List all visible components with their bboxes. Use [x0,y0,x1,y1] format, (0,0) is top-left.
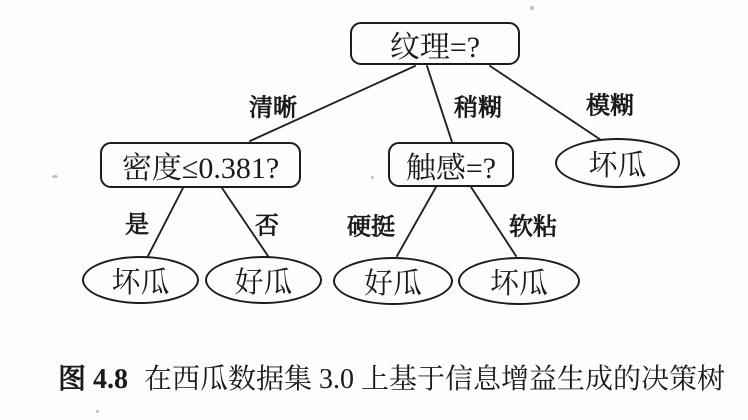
leaf-bad-melon-yes-label: 坏瓜 [111,266,170,299]
edge-line-root-bad [490,66,601,140]
leaf-good-melon-hard-label: 好瓜 [363,267,422,300]
leaf-bad-melon-soft [458,257,580,305]
figure-number: 图 4.8 [58,364,129,395]
scan-speck [96,410,99,413]
node-touch [388,142,514,187]
leaf-bad-melon-soft-label: 坏瓜 [489,267,548,300]
edge-line-density-bad [148,188,183,256]
leaf-good-melon-no-label: 好瓜 [234,266,293,299]
node-root-texture [350,22,520,65]
edge-line-root-touch [427,66,452,142]
edge-label-soft-sticky: 软粘 [509,214,557,241]
node-density [100,142,301,188]
edge-label-blurry: 模糊 [586,93,634,120]
edge-label-yes: 是 [125,212,149,239]
scan-speck [530,6,534,10]
node-density-label: 密度≤0.381? [121,152,280,185]
leaf-good-melon-hard [333,257,453,305]
scan-speck [371,176,374,179]
edge-label-hard: 硬挺 [347,214,395,241]
edge-label-no: 否 [255,213,279,240]
figure-caption [58,357,725,397]
node-root-texture-label: 纹理=? [389,30,481,64]
edge-line-touch-good [397,187,436,256]
edge-label-clear: 清晰 [249,95,297,122]
leaf-bad-melon-blurry [555,138,680,188]
scan-speck [52,175,58,178]
figure-caption-text: 在西瓜数据集 3.0 上基于信息增益生成的决策树 [144,364,726,395]
leaf-good-melon-no [205,256,322,304]
node-touch-label: 触感=? [405,151,497,185]
edge-label-slightly-blurry: 稍糊 [454,95,502,122]
leaf-bad-melon-yes [82,256,199,304]
leaf-bad-melon-blurry-label: 坏瓜 [588,149,647,182]
